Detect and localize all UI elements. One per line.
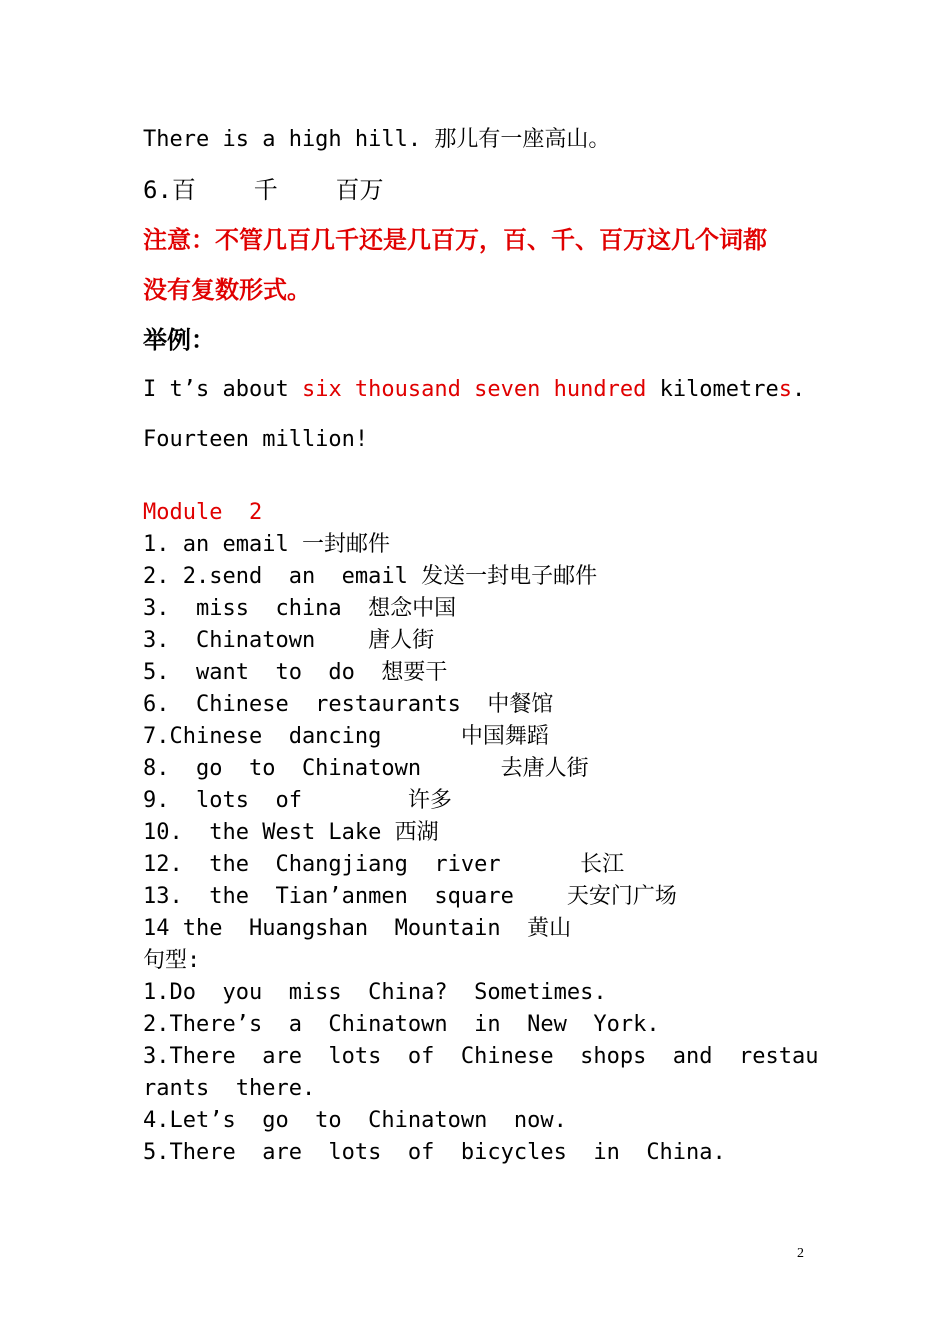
sentence-high-hill: There is a high hill. 那儿有一座高山。 — [143, 127, 611, 152]
example-highlight: six thousand seven hundred — [301, 377, 647, 402]
sentence-patterns-label: 句型: — [143, 948, 201, 973]
example-end: . — [792, 377, 806, 402]
phrase-item: 13. the Tian’anmen square 天安门广场 — [143, 884, 677, 909]
phrase-item: 9. lots of 许多 — [143, 788, 452, 813]
example-start: I t’s about — [143, 377, 302, 402]
phrase-item: 10. the West Lake 西湖 — [143, 820, 439, 845]
phrase-item: 6. Chinese restaurants 中餐馆 — [143, 692, 554, 717]
phrase-item: 5. want to do 想要干 — [143, 660, 448, 685]
phrase-item: 7.Chinese dancing 中国舞蹈 — [143, 724, 549, 749]
phrase-item: 14 the Huangshan Mountain 黄山 — [143, 916, 572, 941]
note-line-2: 没有复数形式。 — [143, 276, 311, 304]
sentence-item: 1.Do you miss China? Sometimes. — [143, 980, 607, 1005]
phrase-item: 8. go to Chinatown 去唐人街 — [143, 756, 589, 781]
note-line-1: 注意：不管几百几千还是几百万，百、千、百万这几个词都 — [143, 226, 767, 254]
phrase-item: 1. an email 一封邮件 — [143, 532, 390, 557]
sentence-item: 2.There’s a Chinatown in New York. — [143, 1012, 660, 1037]
phrase-item: 2. 2.send an email 发送一封电子邮件 — [143, 564, 598, 589]
phrase-item: 3. Chinatown 唐人街 — [143, 628, 435, 653]
example-plural-s: s — [778, 377, 793, 402]
example-sentence — [143, 375, 805, 405]
sentence-item: rants there. — [143, 1076, 316, 1101]
example-mid: kilometre — [646, 377, 779, 402]
phrase-item: 12. the Changjiang river 长江 — [143, 852, 625, 877]
sentence-million: Fourteen million! — [143, 427, 369, 452]
item-6-numbers: 6.百 千 百万 — [143, 176, 384, 204]
page-number: 2 — [797, 1246, 804, 1261]
sentence-item: 4.Let’s go to Chinatown now. — [143, 1108, 567, 1133]
sentence-item: 3.There are lots of Chinese shops and restau — [143, 1044, 819, 1069]
phrase-item: 3. miss china 想念中国 — [143, 596, 457, 621]
module-title: Module 2 — [143, 500, 263, 525]
example-label: 举例： — [143, 326, 215, 354]
sentence-item: 5.There are lots of bicycles in China. — [143, 1140, 726, 1165]
